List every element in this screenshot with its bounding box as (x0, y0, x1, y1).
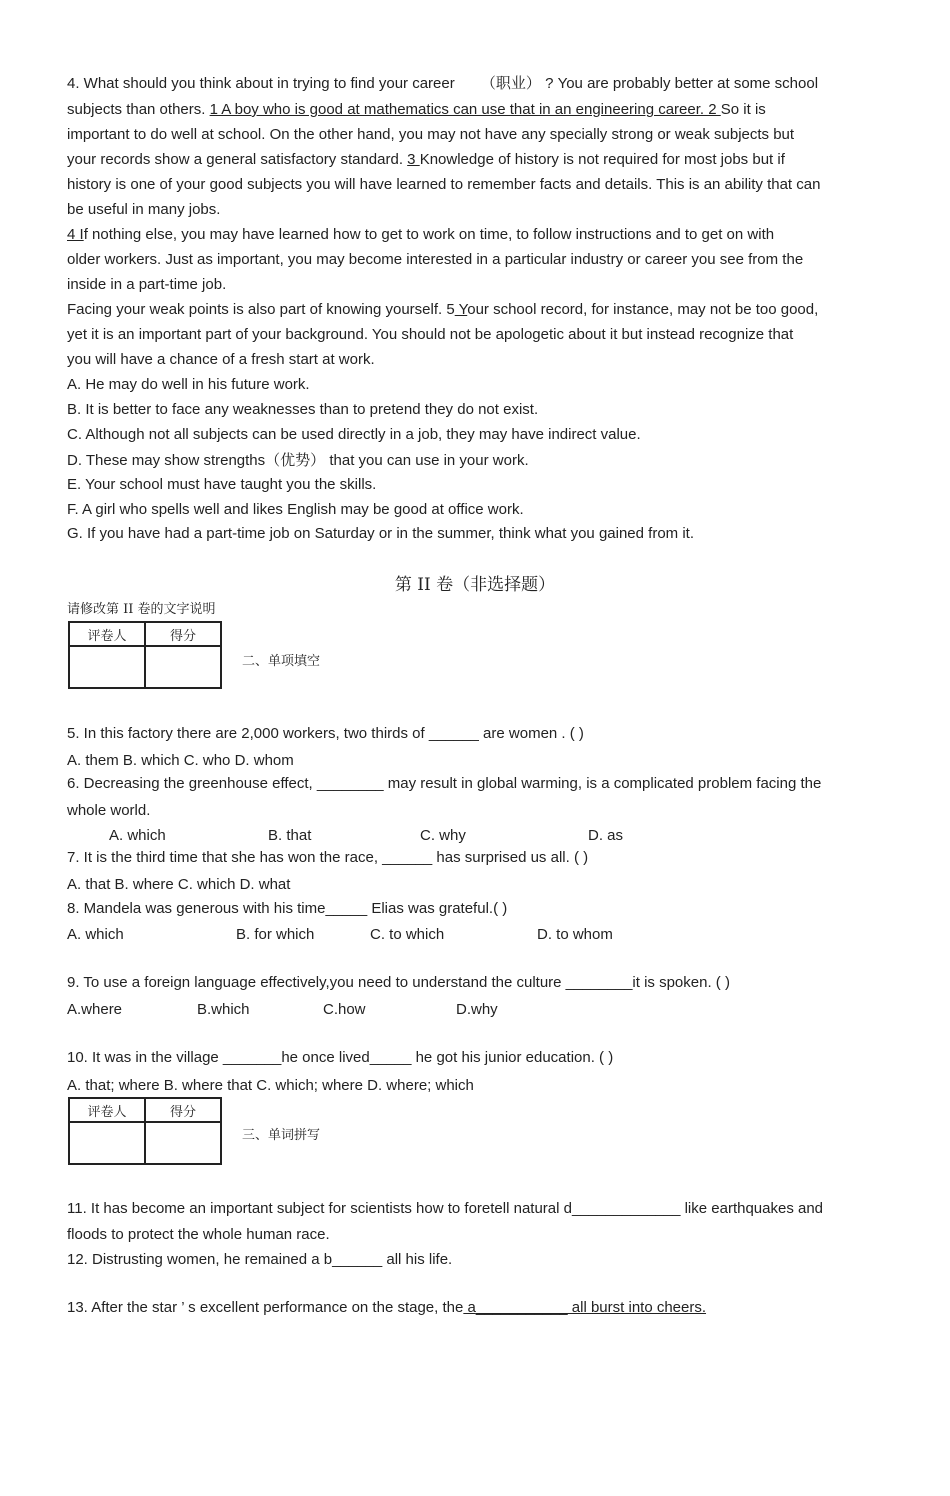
q11-stem-cont: floods to protect the whole human race. (67, 1226, 330, 1243)
q6-stem-cont: whole world. (67, 802, 151, 819)
q5-options: A. them B. which C. who D. whom (67, 752, 294, 769)
q9-option-c: C.how (323, 1001, 366, 1018)
q12-stem: 12. Distrusting women, he remained a b______ all his life. (67, 1251, 453, 1268)
part-2-note: 请修改第 II 卷的文字说明 (67, 602, 216, 617)
q8-option-b: B. for which (236, 926, 315, 943)
q4-option-d: D. These may show strengths（优势） that you can use in your work. (67, 451, 529, 469)
q4-option-a: A. He may do well in his future work. (67, 376, 310, 393)
q4-line-4: your records show a general satisfactory standard. 3 Knowledge of history is not required for most jobs but if (67, 151, 785, 168)
score-header: 得分 (145, 1098, 221, 1122)
score-cell (145, 1122, 221, 1164)
score-table-2 (68, 1097, 222, 1165)
score-table-1 (68, 621, 222, 689)
q4-line-5: history is one of your good subjects you will have learned to remember facts and details. This is an ability that can (67, 176, 821, 193)
grader-header: 评卷人 (69, 1098, 145, 1122)
q7-stem: 7. It is the third time that she has won the race, ______ has surprised us all. ( ) (67, 849, 589, 866)
q4-option-g: G. If you have had a part-time job on Saturday or in the summer, think what you gained from it. (67, 525, 694, 542)
q5-stem: 5. In this factory there are 2,000 workers, two thirds of ______ are women . ( ) (67, 725, 584, 742)
q6-option-d: D. as (588, 827, 624, 844)
q6-option-b: B. that (268, 827, 312, 844)
grader-cell (69, 646, 145, 688)
q13-stem: 13. After the star ’ s excellent performance on the stage, the a___________ all burst into cheers. (67, 1299, 707, 1316)
q4-line-1: 4. What should you think about in trying to find your career （职业） ? You are probably better at some school (67, 74, 819, 92)
part-2-title: 第 II 卷（非选择题） (394, 575, 556, 595)
q9-stem: 9. To use a foreign language effectively,you need to understand the culture ________it is spoken. ( ) (67, 974, 730, 991)
q4-option-b: B. It is better to face any weaknesses than to pretend they do not exist. (67, 401, 539, 418)
section-single-choice: 二、单项填空 (242, 654, 321, 669)
q4-option-c: C. Although not all subjects can be used directly in a job, they may have indirect value. (67, 426, 641, 443)
q4-line-2: subjects than others. 1 A boy who is good at mathematics can use that in an engineering career. 2 So it is (67, 101, 766, 118)
q4-option-f: F. A girl who spells well and likes English may be good at office work. (67, 501, 524, 518)
q4-line-7: 4 If nothing else, you may have learned how to get to work on time, to follow instructions and to get on with (67, 226, 775, 243)
score-header: 得分 (145, 622, 221, 646)
q8-option-a: A. which (67, 926, 124, 943)
q4-line-9: inside in a part-time job. (67, 276, 227, 293)
q10-stem: 10. It was in the village _______he once lived_____ he got his junior education. ( ) (67, 1049, 614, 1066)
q8-option-c: C. to which (370, 926, 445, 943)
q10-options: A. that; where B. where that C. which; where D. where; which (67, 1077, 474, 1094)
q4-line-8: older workers. Just as important, you may become interested in a particular industry or career you see from the (67, 251, 804, 268)
q11-stem: 11. It has become an important subject for scientists how to foretell natural d_____________ like earthquakes and (67, 1200, 824, 1217)
q4-line-10: Facing your weak points is also part of knowing yourself. 5 Your school record, for instance, may not be too good, (67, 301, 819, 318)
q9-option-d: D.why (456, 1001, 498, 1018)
q4-option-e: E. Your school must have taught you the skills. (67, 476, 377, 493)
q4-line-3: important to do well at school. On the other hand, you may not have any specially strong or weak subjects but (67, 126, 795, 143)
section-word-spelling: 三、单词拼写 (242, 1128, 321, 1143)
q8-option-d: D. to whom (537, 926, 613, 943)
q4-line-12: you will have a chance of a fresh start at work. (67, 351, 375, 368)
q4-line-11: yet it is an important part of your background. You should not be apologetic about it but instead recognize that (67, 326, 794, 343)
q9-option-b: B.which (197, 1001, 250, 1018)
q6-option-c: C. why (420, 827, 466, 844)
q6-stem: 6. Decreasing the greenhouse effect, ________ may result in global warming, is a complicated problem facing the (67, 775, 822, 792)
grader-header: 评卷人 (69, 622, 145, 646)
q9-option-a: A.where (67, 1001, 123, 1018)
q7-options: A. that B. where C. which D. what (67, 876, 291, 893)
q6-option-a: A. which (109, 827, 166, 844)
q4-line-6: be useful in many jobs. (67, 201, 221, 218)
score-cell (145, 646, 221, 688)
grader-cell (69, 1122, 145, 1164)
q8-stem: 8. Mandela was generous with his time_____ Elias was grateful.( ) (67, 900, 508, 917)
